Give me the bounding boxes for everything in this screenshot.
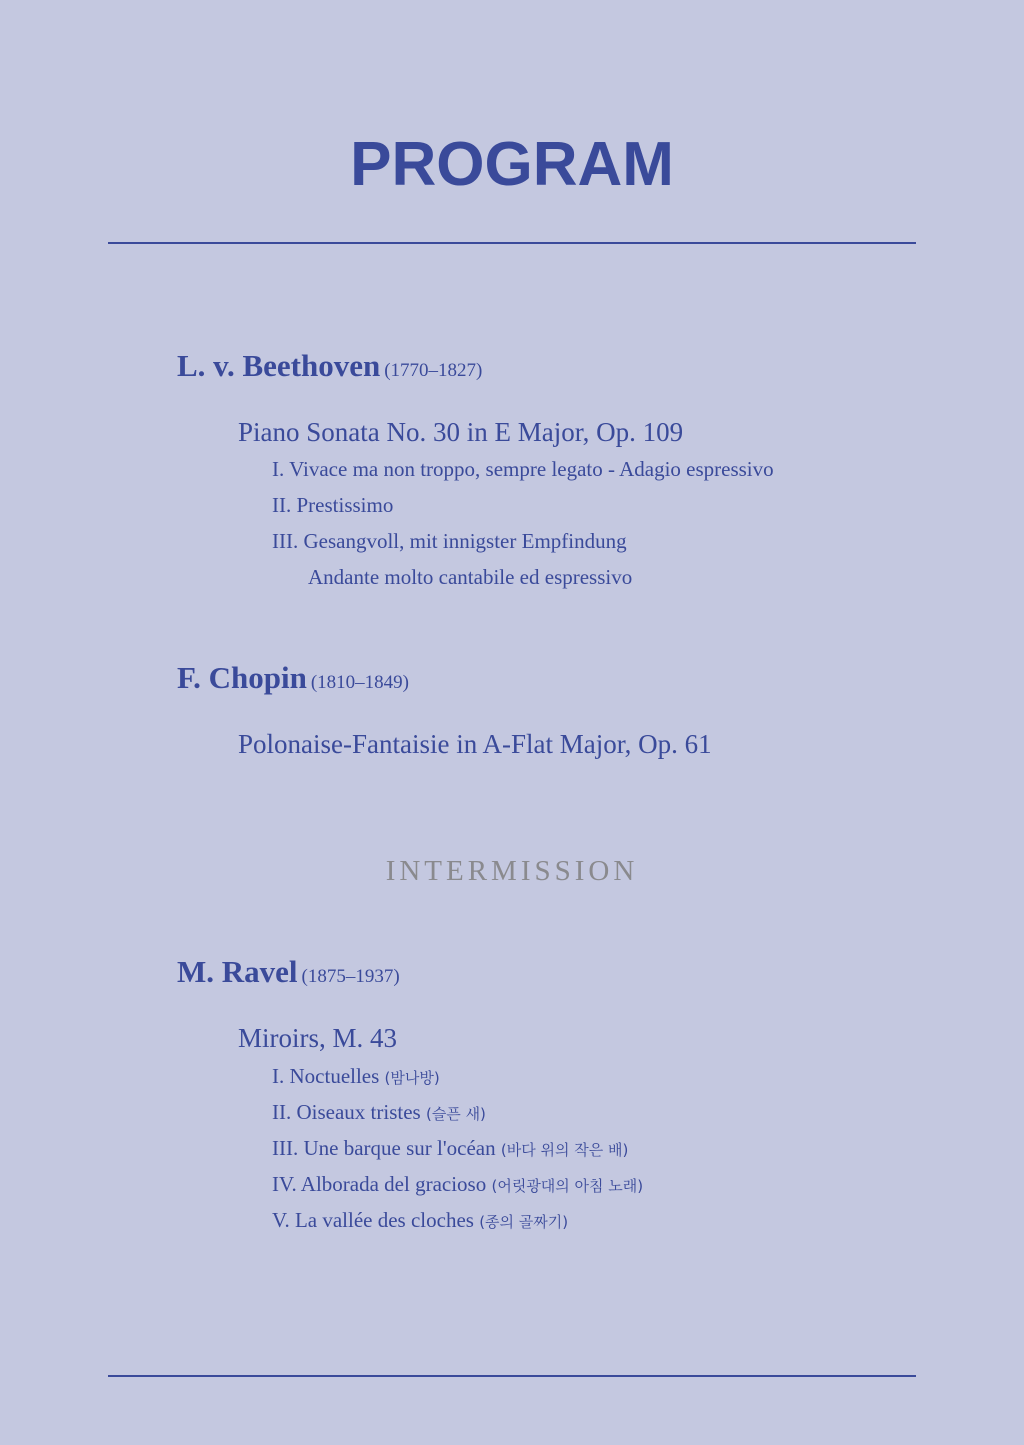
composer-years: (1810–1849) <box>310 672 409 693</box>
work-title-ravel: Miroirs, M. 43 <box>238 1023 398 1053</box>
movement-item-subtitle: Andante molto cantabile ed espressivo <box>308 565 633 589</box>
bottom-divider <box>108 1375 916 1377</box>
movement-korean-title: (어릿광대의 아침 노래) <box>491 1177 644 1195</box>
movement-item <box>272 1206 643 1242</box>
intermission-label: INTERMISSION <box>385 855 639 887</box>
movement-title: V. La vallée des cloches <box>272 1208 474 1232</box>
movement-item <box>272 1134 643 1170</box>
movement-title: III. Une barque sur l'océan <box>272 1136 496 1160</box>
movement-korean-title: (바다 위의 작은 배) <box>500 1141 629 1159</box>
movement-item: II. Prestissimo <box>272 493 394 517</box>
movement-list-ravel <box>272 1062 643 1242</box>
movement-item <box>272 1098 643 1134</box>
movement-list-beethoven <box>272 455 774 599</box>
movement-title: II. Oiseaux tristes <box>272 1100 421 1124</box>
work-title-beethoven: Piano Sonata No. 30 in E Major, Op. 109 <box>238 417 684 447</box>
composer-name: L. v. Beethoven <box>177 348 381 383</box>
movement-korean-title: (종의 골짜기) <box>479 1213 569 1231</box>
composer-ravel <box>177 952 400 997</box>
page-title: PROGRAM <box>350 130 674 199</box>
composer-chopin <box>177 658 409 703</box>
movement-item <box>272 1062 643 1098</box>
work-title-chopin: Polonaise-Fantaisie in A-Flat Major, Op. 61 <box>238 729 712 759</box>
movement-korean-title: (밤나방) <box>384 1069 440 1087</box>
top-divider <box>108 242 916 244</box>
movement-title: IV. Alborada del gracioso <box>272 1172 487 1196</box>
movement-item <box>272 1170 643 1206</box>
composer-name: F. Chopin <box>177 660 307 695</box>
composer-years: (1770–1827) <box>384 360 483 381</box>
movement-title: I. Noctuelles <box>272 1064 380 1088</box>
movement-korean-title: (슬픈 새) <box>425 1105 486 1123</box>
movement-item: I. Vivace ma non troppo, sempre legato - Adagio espressivo <box>272 457 774 481</box>
movement-item: III. Gesangvoll, mit innigster Empfindung <box>272 529 627 553</box>
composer-name: M. Ravel <box>177 954 298 989</box>
composer-beethoven <box>177 346 482 391</box>
composer-years: (1875–1937) <box>301 966 400 987</box>
